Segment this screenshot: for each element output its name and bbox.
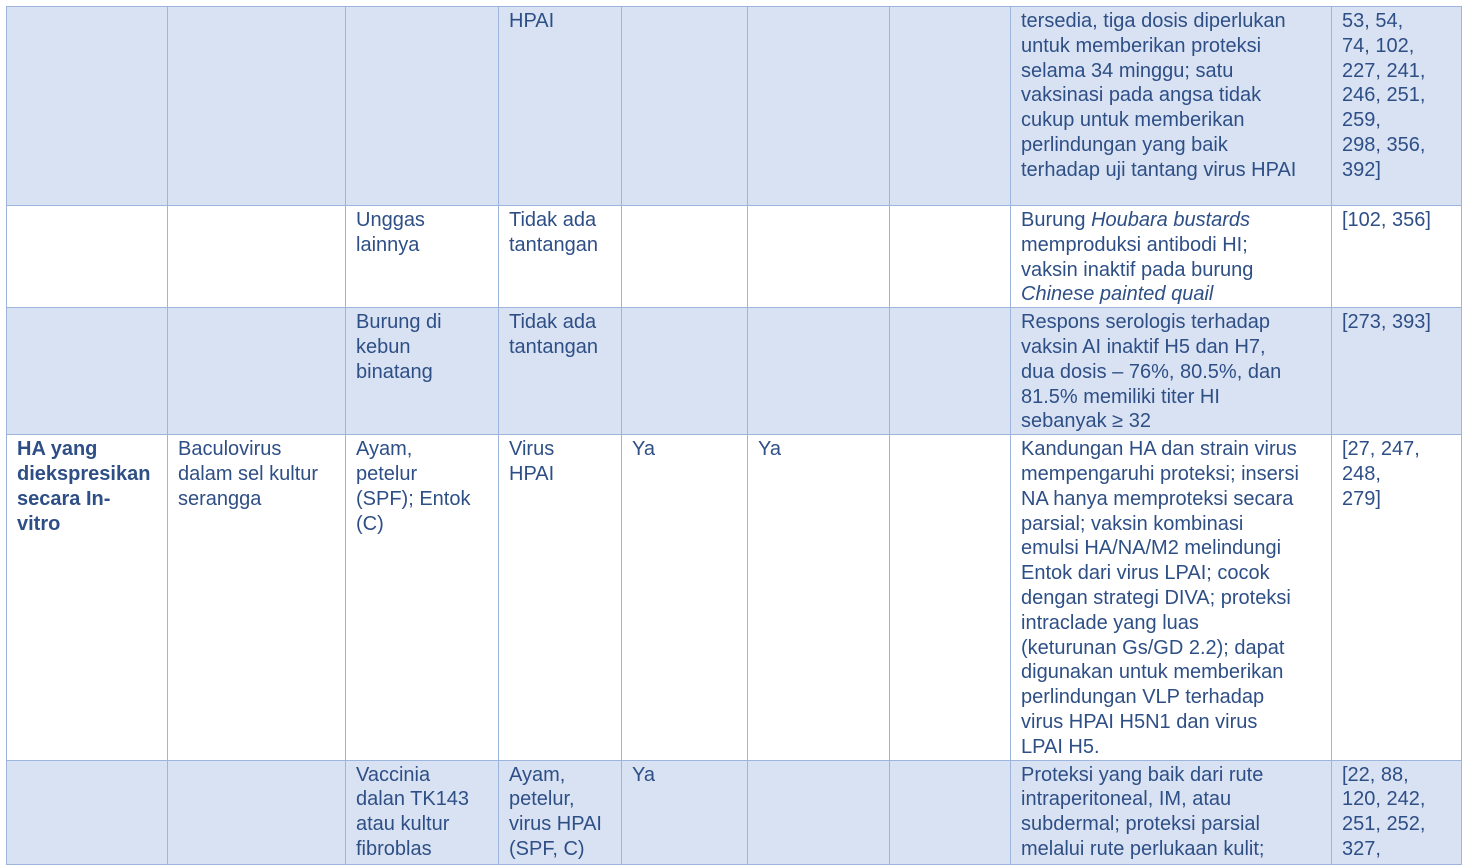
cell-description xyxy=(1011,206,1332,308)
cell-text: serangga xyxy=(178,487,262,510)
cell-challenge xyxy=(499,206,622,308)
cell-text: 120, 242, xyxy=(1342,788,1426,811)
cell-text: [22, 88, xyxy=(1342,763,1409,786)
cell-text: dalan TK143 xyxy=(356,788,470,811)
table-row xyxy=(7,435,1462,760)
cell-text: cukup untuk memberikan xyxy=(1021,109,1245,132)
cell-text: Baculovirus xyxy=(178,438,282,461)
cell-text: binatang xyxy=(356,360,433,383)
table-row xyxy=(7,206,1462,308)
cell-references xyxy=(1332,308,1462,435)
cell-text: intraclade yang luas xyxy=(1021,611,1199,634)
cell-text: [102, 356] xyxy=(1342,209,1431,231)
cell-col6 xyxy=(748,7,890,206)
cell-category xyxy=(7,7,168,206)
cell-col7 xyxy=(890,206,1011,308)
cell-text: HPAI xyxy=(509,10,555,32)
cell-col7 xyxy=(890,7,1011,206)
cell-text: emulsi HA/NA/M2 melindungi xyxy=(1021,537,1282,560)
cell-text: HPAI xyxy=(509,462,555,485)
cell-col6 xyxy=(748,435,890,760)
cell-text: virus HPAI H5N1 dan virus xyxy=(1021,710,1258,733)
cell-text: Ya xyxy=(632,438,655,461)
cell-col5 xyxy=(622,760,748,864)
cell-text: tantangan xyxy=(509,233,598,256)
cell-production xyxy=(168,7,346,206)
cell-col6 xyxy=(748,206,890,308)
cell-text: terhadap uji tantang virus HPAI xyxy=(1021,158,1297,181)
cell-text: vaksinasi pada angsa tidak xyxy=(1021,84,1262,107)
cell-col6 xyxy=(748,308,890,435)
cell-text xyxy=(1021,282,1327,307)
cell-production xyxy=(168,435,346,760)
cell-species xyxy=(346,7,499,206)
cell-text: 392] xyxy=(1342,158,1381,181)
cell-text: Proteksi yang baik dari rute xyxy=(1021,763,1264,786)
cell-text: Kandungan HA dan strain virus xyxy=(1021,438,1297,461)
cell-text: secara In- xyxy=(17,487,111,510)
cell-col7 xyxy=(890,760,1011,864)
cell-text: sebanyak ≥ 32 xyxy=(1021,410,1151,433)
cell-text: digunakan untuk memberikan xyxy=(1021,661,1284,684)
cell-text: 227, 241, xyxy=(1342,59,1426,82)
cell-text: Ya xyxy=(632,763,655,786)
cell-text: dalam sel kultur xyxy=(178,462,319,485)
cell-species xyxy=(346,760,499,864)
cell-text: 53, 54, xyxy=(1342,10,1404,32)
species-name: Chinese painted quail xyxy=(1021,283,1214,306)
cell-col7 xyxy=(890,308,1011,435)
cell-text: 248, xyxy=(1342,462,1381,485)
cell-production xyxy=(168,206,346,308)
cell-text: diekspresikan xyxy=(17,462,151,485)
cell-description xyxy=(1011,435,1332,760)
cell-text: atau kultur xyxy=(356,813,450,836)
cell-description xyxy=(1011,7,1332,206)
cell-text: kebun xyxy=(356,335,411,358)
cell-text: [273, 393] xyxy=(1342,311,1431,334)
cell-col5 xyxy=(622,435,748,760)
cell-text: Tidak ada xyxy=(509,311,597,334)
cell-species xyxy=(346,206,499,308)
cell-text: vaksin inaktif pada burung xyxy=(1021,258,1254,281)
cell-text: Unggas xyxy=(356,209,425,231)
cell-references xyxy=(1332,7,1462,206)
table-row xyxy=(7,7,1462,206)
cell-text: petelur xyxy=(356,462,418,485)
cell-text: vitro xyxy=(17,512,61,535)
cell-text: selama 34 minggu; satu xyxy=(1021,59,1234,82)
cell-text: melalui rute perlukaan kulit; xyxy=(1021,837,1265,860)
cell-col6 xyxy=(748,760,890,864)
cell-text: Burung di xyxy=(356,311,442,334)
cell-text: Ayam, xyxy=(509,763,566,786)
cell-production xyxy=(168,760,346,864)
cell-text: tantangan xyxy=(509,335,598,358)
cell-text: Burung Houbara bustards xyxy=(1021,209,1251,231)
cell-text: parsial; vaksin kombinasi xyxy=(1021,512,1244,535)
cell-challenge xyxy=(499,308,622,435)
cell-references xyxy=(1332,435,1462,760)
cell-challenge xyxy=(499,760,622,864)
cell-text: (keturunan Gs/GD 2.2); dapat xyxy=(1021,636,1285,659)
cell-text: HA yang xyxy=(17,438,98,461)
cell-col5 xyxy=(622,7,748,206)
cell-text: Entok dari virus LPAI; cocok xyxy=(1021,562,1270,585)
cell-col5 xyxy=(622,206,748,308)
cell-text: (SPF, C) xyxy=(509,837,585,860)
cell-text: 298, 356, xyxy=(1342,133,1426,156)
cell-challenge xyxy=(499,435,622,760)
table-row xyxy=(7,308,1462,435)
cell-text: fibroblas xyxy=(356,837,432,860)
cell-references xyxy=(1332,760,1462,864)
cell-text: petelur, xyxy=(509,788,575,811)
cell-text: Tidak ada xyxy=(509,209,597,231)
document-page xyxy=(6,6,1461,865)
cell-text: [27, 247, xyxy=(1342,438,1420,461)
cell-text: mempengaruhi proteksi; insersi xyxy=(1021,462,1299,485)
cell-text: vaksin AI inaktif H5 dan H7, xyxy=(1021,335,1266,358)
cell-category xyxy=(7,308,168,435)
cell-text: dua dosis – 76%, 80.5%, dan xyxy=(1021,360,1282,383)
cell-text: 259, xyxy=(1342,109,1381,132)
species-name: Houbara bustards xyxy=(1091,209,1251,231)
vaccine-table xyxy=(6,6,1462,865)
cell-text: untuk memberikan proteksi xyxy=(1021,34,1262,57)
cell-text: 279] xyxy=(1342,487,1381,510)
cell-species xyxy=(346,435,499,760)
cell-col5 xyxy=(622,308,748,435)
cell-references xyxy=(1332,206,1462,308)
cell-text: 327, xyxy=(1342,837,1381,860)
cell-category xyxy=(7,760,168,864)
cell-description xyxy=(1011,760,1332,864)
cell-text: subdermal; proteksi parsial xyxy=(1021,813,1260,836)
cell-text: 81.5% memiliki titer HI xyxy=(1021,385,1220,408)
cell-description xyxy=(1011,308,1332,435)
cell-text: (C) xyxy=(356,512,384,535)
cell-text: Respons serologis terhadap xyxy=(1021,311,1271,334)
cell-text: Ya xyxy=(758,438,781,461)
cell-text: perlindungan VLP terhadap xyxy=(1021,686,1265,709)
cell-col7 xyxy=(890,435,1011,760)
cell-text: intraperitoneal, IM, atau xyxy=(1021,788,1232,811)
cell-category xyxy=(7,435,168,760)
cell-production xyxy=(168,308,346,435)
cell-challenge xyxy=(499,7,622,206)
cell-text: memproduksi antibodi HI; xyxy=(1021,233,1248,256)
cell-text: lainnya xyxy=(356,233,420,256)
cell-text: 251, 252, xyxy=(1342,813,1426,836)
cell-text: virus HPAI xyxy=(509,813,602,836)
cell-species xyxy=(346,308,499,435)
cell-text: Ayam, xyxy=(356,438,413,461)
cell-text: 246, 251, xyxy=(1342,84,1426,107)
cell-text: perlindungan yang baik xyxy=(1021,133,1228,156)
cell-text: dengan strategi DIVA; proteksi xyxy=(1021,586,1291,609)
table-row xyxy=(7,760,1462,864)
cell-text: NA hanya memproteksi secara xyxy=(1021,487,1294,510)
cell-text: Vaccinia xyxy=(356,763,431,786)
cell-text: tersedia, tiga dosis diperlukan xyxy=(1021,10,1286,32)
cell-category xyxy=(7,206,168,308)
cell-text: Virus xyxy=(509,438,555,461)
cell-text: LPAI H5. xyxy=(1021,735,1100,758)
cell-text: (SPF); Entok xyxy=(356,487,471,510)
cell-text: 74, 102, xyxy=(1342,34,1415,57)
